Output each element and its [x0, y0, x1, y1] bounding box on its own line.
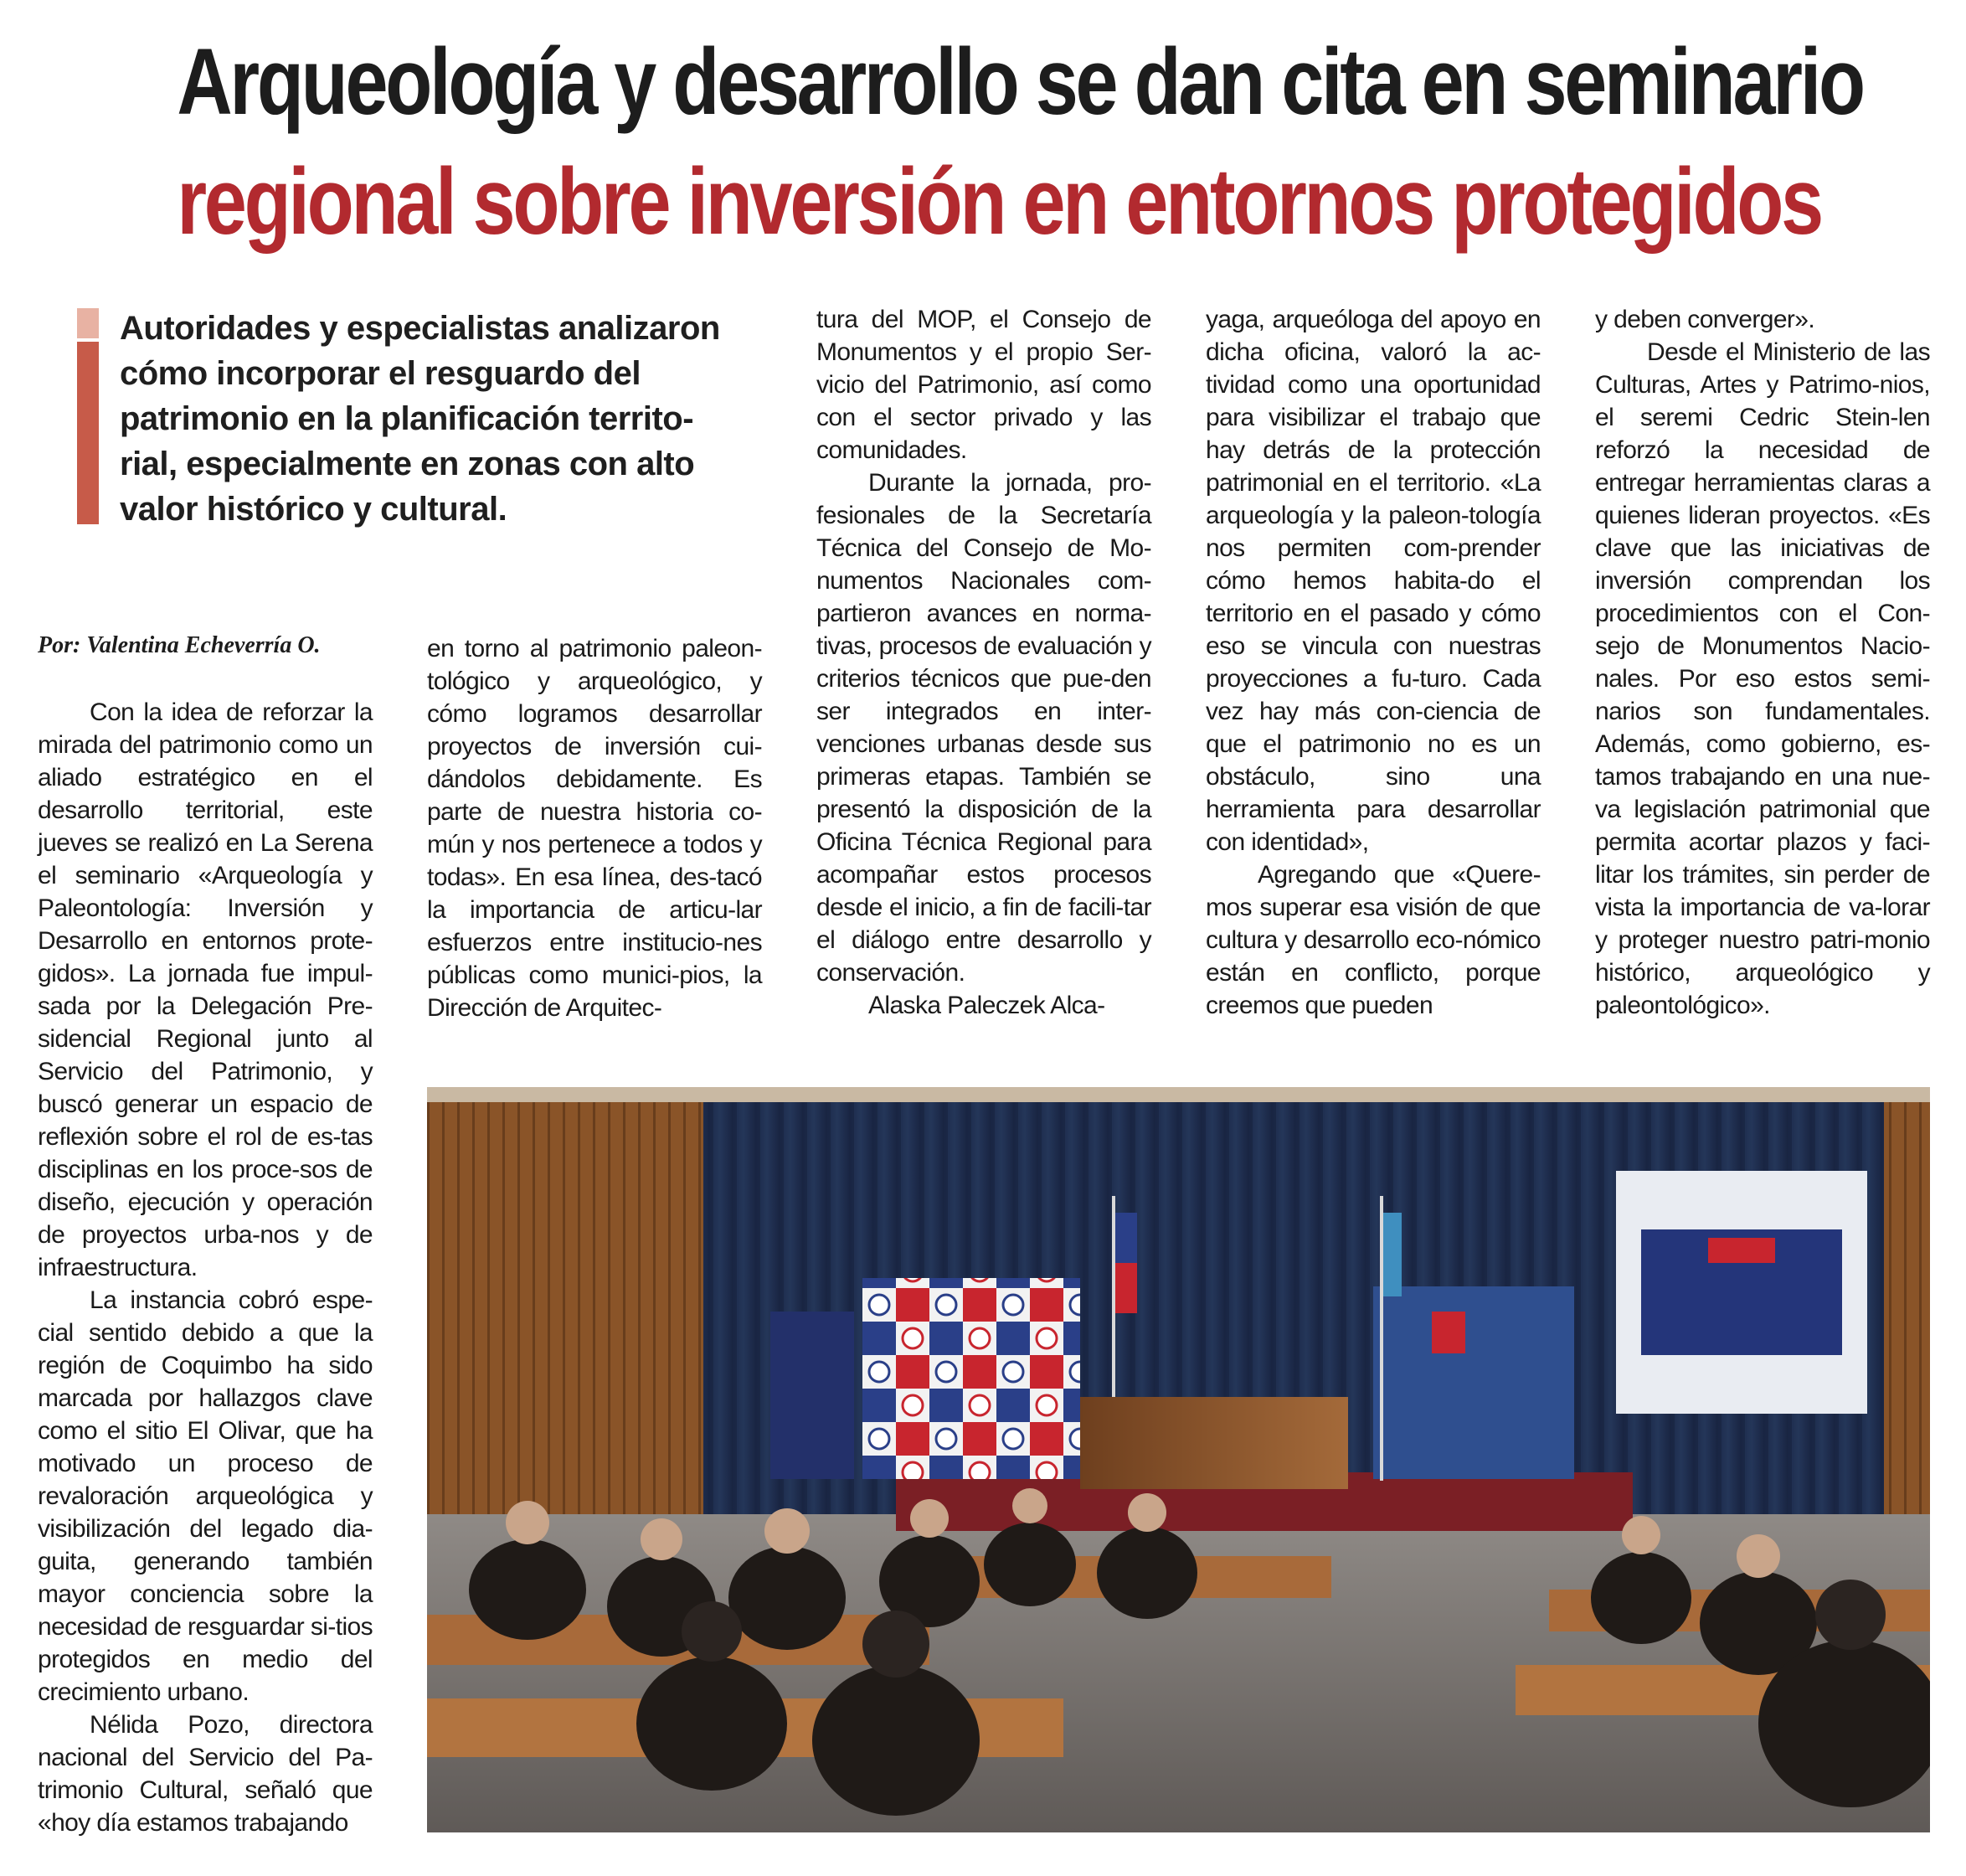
paragraph: La instancia cobró espe-cial sentido debido a que la región de Coquimbo ha sido marcada por hallazgos clave como el sitio El Olivar, que ha motivado un proceso de revaloración arqueológica y visibilización del legado dia-guita, generando también mayor conciencia sobre la necesidad de resguardar si-tios protegidos en medio del crecimiento urbano. [38, 1286, 373, 1706]
paragraph: yaga, arqueóloga del apoyo en dicha oficina, valoró la ac-tividad como una oportunidad para visibilizar el trabajo que hay detrás de la protección patrimonial en el territorio. «La arqueología y la paleon-tología nos permiten com-prender cómo hemos habita-do el territorio en el pasado y cómo eso se vincula con nuestras proyecciones a fu-turo. Cada vez hay más con-ciencia de que el patrimonio no es un obstáculo, sino una herramienta para desarrollar con identidad», [1206, 306, 1541, 856]
paragraph: en torno al patrimonio paleon-tológico y arqueológico, y cómo logramos desarrollar proyectos de inversión cui-dándolos debidamente. Es parte de nuestra historia co-mún y nos pertenece a todos y todas». En esa línea, des-tacó la importancia de articu-lar esfuerzos entre institucio-nes públicas como munici-pios, la Dirección de Arquitec- [427, 635, 762, 1022]
byline: Por: Valentina Echeverría O. [38, 632, 321, 658]
headline-line-2: regional sobre inversión en entornos protegidos [177, 149, 1821, 254]
headline-line-1: Arqueología y desarrollo se dan cita en seminario [177, 29, 1863, 134]
seminar-photo [427, 1087, 1930, 1832]
article-column-3 [816, 303, 1151, 1022]
paragraph: Durante la jornada, pro-fesionales de la Secretaría Técnica del Consejo de Mo-numentos Nacionales com-partieron avances en norma-tivas, procesos de evaluación y criterios técnicos que pue-den ser integrados en inter-venciones urbanas desde sus primeras etapas. También se presentó la disposición de la Oficina Técnica Regional para acompañar estos procesos desde el inicio, a fin de facili-tar el diálogo entre desarrollo y conservación. [816, 469, 1151, 987]
article-column-4 [1206, 303, 1541, 1022]
article-column-1 [38, 696, 373, 1839]
article-column-5 [1595, 303, 1930, 1022]
paragraph: Alaska Paleczek Alca- [868, 992, 1105, 1019]
paragraph: Nélida Pozo, directora nacional del Servicio del Pa-trimonio Cultural, señaló que «hoy día estamos trabajando [38, 1711, 373, 1837]
paragraph: tura del MOP, el Consejo de Monumentos y el propio Ser-vicio del Patrimonio, así como con el sector privado y las comunidades. [816, 306, 1151, 464]
lead-accent-bar-top [77, 308, 99, 338]
paragraph: Agregando que «Quere-mos superar esa visión de que cultura y desarrollo eco-nómico están en conflicto, porque creemos que pueden [1206, 861, 1541, 1019]
paragraph: Con la idea de reforzar la mirada del patrimonio como un aliado estratégico en el desarrollo territorial, este jueves se realizó en La Serena el seminario «Arqueología y Paleontología: Inversión y Desarrollo en entornos prote-gidos». La jornada fue impul-sada por la Delegación Pre-sidencial Regional junto al Servicio del Patrimonio, y buscó generar un espacio de reflexión sobre el rol de es-tas disciplinas en los proce-sos de diseño, ejecución y operación de proyectos urba-nos y de infraestructura. [38, 698, 373, 1281]
lead-accent-bar [77, 342, 99, 524]
paragraph: y deben converger». [1595, 306, 1815, 333]
lead-paragraph: Autoridades y especialistas analizaron cómo incorporar el resguardo del patrimonio en la planificación territo-rial, especialmente en zonas con alto valor histórico y cultural. [120, 310, 720, 528]
paragraph: Desde el Ministerio de las Culturas, Artes y Patrimo-nios, el seremi Cedric Stein-len reforzó la necesidad de entregar herramientas claras a quienes lideran proyectos. «Es clave que las iniciativas de inversión comprendan los procedimientos con el Con-sejo de Monumentos Nacio-nales. Por eso estos semi-narios son fundamentales. Además, como gobierno, es-tamos trabajando en una nue-va legislación patrimonial que permita acortar plazos y faci-litar los trámites, sin perder de vista la importancia de va-lorar y proteger nuestro patri-monio histórico, arqueológico y paleontológico». [1595, 338, 1930, 1019]
article-column-2 [427, 632, 762, 1024]
